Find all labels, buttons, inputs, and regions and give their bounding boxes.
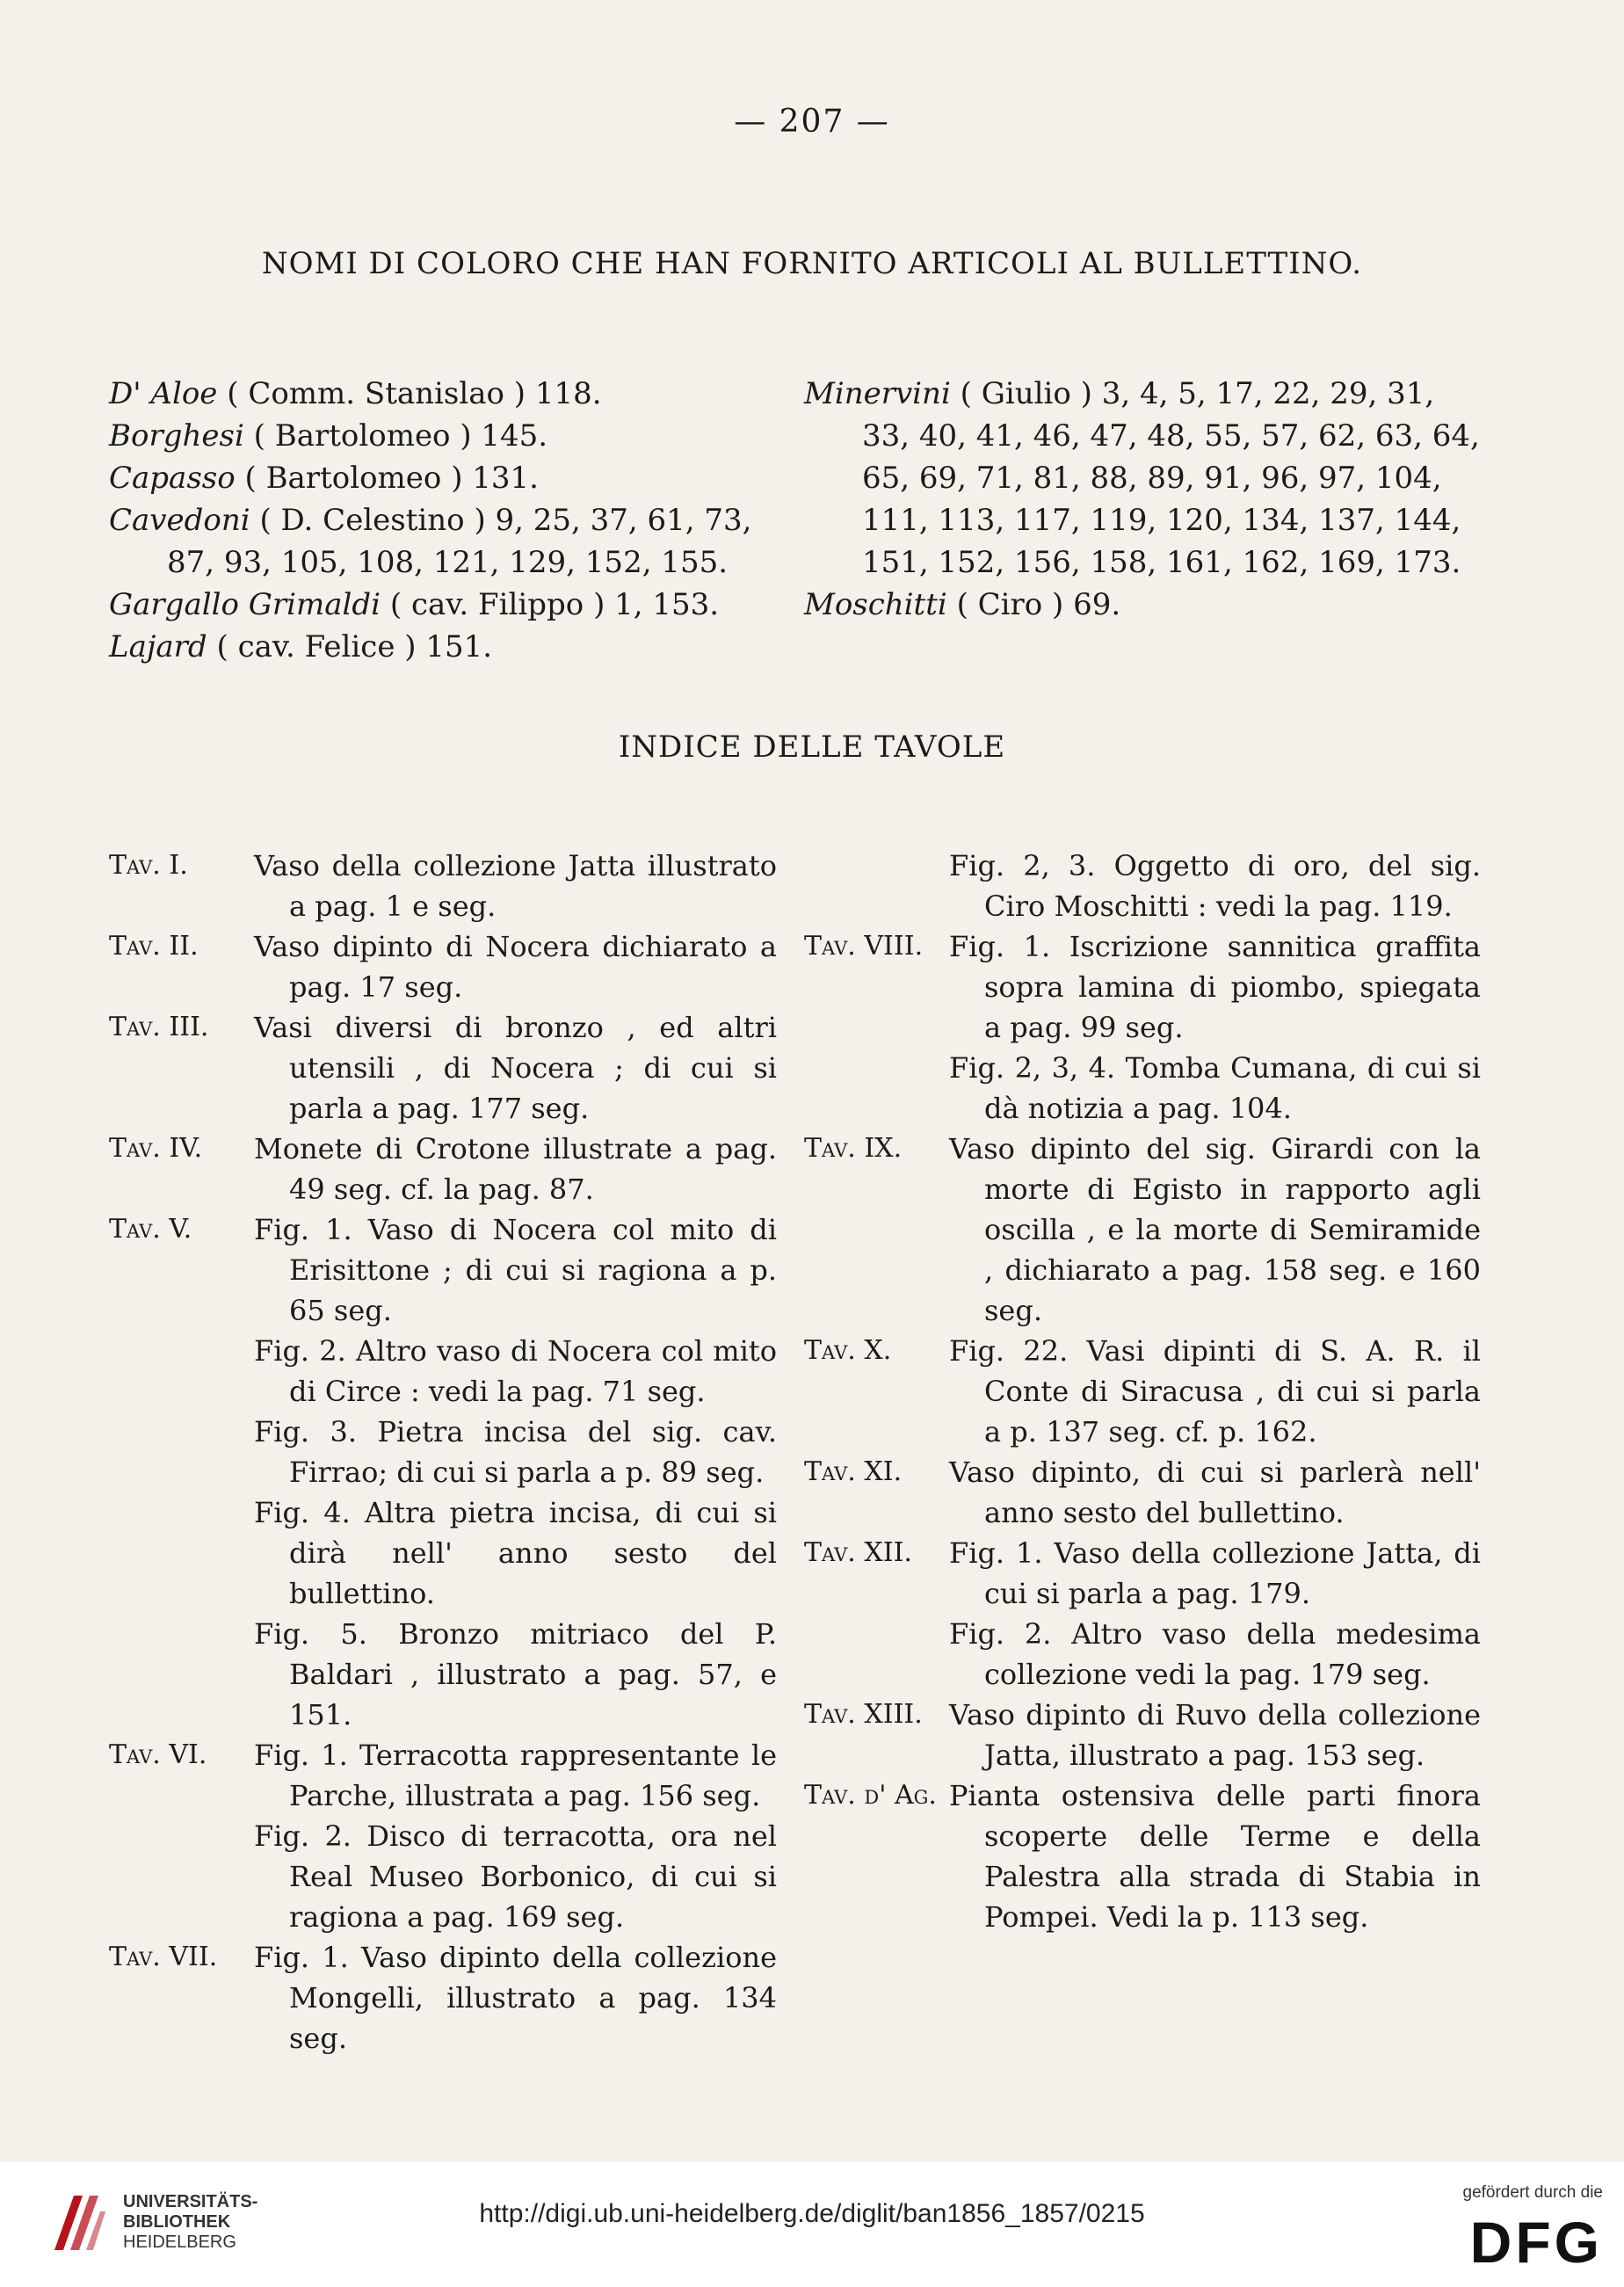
contributors-right-column (804, 373, 1481, 626)
contributor-articles: ( Ciro ) 69. (956, 587, 1121, 622)
plates-left-column (109, 846, 777, 2058)
contributor-entry (109, 584, 786, 626)
contributor-entry (109, 457, 786, 499)
plate-description: Fig. 2. Altro vaso della medesima collezione vedi la pag. 179 seg. (949, 1617, 1481, 1691)
contributor-name: Moschitti (804, 587, 947, 622)
contributor-articles: ( Comm. Stanislao ) 118. (227, 376, 602, 411)
plate-entry (109, 1129, 777, 1209)
page-number: — 207 — (734, 104, 890, 140)
plate-description: Fig. 2. Altro vaso di Nocera col mito di Circe : vedi la pag. 71 seg. (254, 1334, 777, 1408)
plate-description: Fig. 1. Vaso di Nocera col mito di Erisittone ; di cui si ragiona a p. 65 seg. (254, 1213, 777, 1327)
document-url-link[interactable]: http://digi.ub.uni-heidelberg.de/diglit/ban1856_1857/0215 (479, 2199, 1145, 2228)
contributor-name: Capasso (109, 461, 236, 496)
contributor-articles: ( cav. Filippo ) 1, 153. (389, 587, 720, 622)
plate-description: Fig. 2. Disco di terracotta, ora nel Real Museo Borbonico, di cui si ragiona a pag. 169 seg. (254, 1819, 777, 1934)
contributor-articles: ( cav. Felice ) 151. (216, 629, 493, 664)
plate-description: Fig. 1. Vaso della collezione Jatta, di cui si parla a pag. 179. (949, 1536, 1481, 1610)
contributor-name: Borghesi (109, 418, 244, 454)
plate-description: Fig. 4. Altra pietra incisa, di cui si dirà nell' anno sesto del bullettino. (254, 1496, 777, 1610)
plate-label: Tav. d' Ag. (804, 1780, 937, 1811)
contributor-name: Minervini (804, 376, 951, 411)
plate-label: Tav. V. (109, 1214, 192, 1245)
plate-entry (804, 1331, 1481, 1452)
plate-label: Tav. IX. (804, 1133, 903, 1164)
plate-entry (109, 846, 777, 926)
plate-label: Tav. XI. (804, 1456, 903, 1487)
plate-entry (109, 1209, 777, 1735)
contributor-entry (109, 626, 786, 668)
plate-description: Fig. 2, 3, 4. Tomba Cumana, di cui si dà notizia a pag. 104. (949, 1051, 1481, 1125)
contributor-name: Cavedoni (109, 503, 250, 538)
contributor-articles: ( Giulio ) 3, 4, 5, 17, 22, 29, 31, 33, 40, 41, 46, 47, 48, 55, 57, 62, 63, 64, 65, 69, 71, 81, 88, 89, 91, 96, 97, 104, 111, 113, 117, 119, 120, 134, 137, 144, 151, 152, 156, 158, 161, 162, 169, 173. (862, 376, 1480, 580)
plate-entry (109, 926, 777, 1007)
plate-description: Fig. 22. Vasi dipinti di S. A. R. il Conte di Siracusa , di cui si parla a p. 137 seg. cf. p. 162. (949, 1334, 1481, 1448)
plate-entry (804, 1129, 1481, 1331)
plate-entry (109, 1937, 777, 2058)
plate-entry (804, 926, 1481, 1129)
contributor-entry (109, 499, 786, 584)
plate-description: Vaso dipinto di Nocera dichiarato a pag. 17 seg. (254, 930, 777, 1004)
plates-right-column (804, 846, 1481, 1937)
plate-entry (804, 1533, 1481, 1695)
plate-entry (804, 1775, 1481, 1937)
contributor-articles: ( Bartolomeo ) 131. (244, 461, 539, 496)
contributor-entry (804, 373, 1481, 584)
library-line-1: UNIVERSITÄTS- (123, 2192, 258, 2211)
plate-description: Vaso della collezione Jatta illustrato a pag. 1 e seg. (254, 849, 777, 923)
plate-label: Tav. IV. (109, 1133, 203, 1164)
plate-description: Vaso dipinto, di cui si parlerà nell' anno sesto del bullettino. (949, 1456, 1481, 1529)
plate-entry (109, 1007, 777, 1129)
plate-label: Tav. VII. (109, 1942, 218, 1972)
plate-description: Vaso dipinto del sig. Girardi con la morte di Egisto in rapporto agli oscilla , e la morte di Semiramide , dichiarato a pag. 158 seg. e 160 seg. (949, 1132, 1481, 1327)
plate-label: Tav. VIII. (804, 931, 924, 962)
plate-description: Fig. 5. Bronzo mitriaco del P. Baldari , illustrato a pag. 57, e 151. (254, 1617, 777, 1732)
contributor-entry (109, 373, 786, 415)
library-line-2: BIBLIOTHEK (123, 2212, 231, 2232)
contributor-name: Lajard (109, 629, 207, 664)
plate-description: Monete di Crotone illustrate a pag. 49 seg. cf. la pag. 87. (254, 1132, 777, 1206)
contributor-articles: ( Bartolomeo ) 145. (253, 418, 548, 454)
plate-description: Fig. 1. Terracotta rappresentante le Parche, illustrata a pag. 156 seg. (254, 1739, 777, 1812)
plate-description: Vasi diversi di bronzo , ed altri utensili , di Nocera ; di cui si parla a pag. 177 seg. (254, 1011, 777, 1125)
plate-label: Tav. XII. (804, 1537, 912, 1568)
plate-description: Pianta ostensiva delle parti finora scoperte delle Terme e della Palestra alla strada di Stabia in Pompei. Vedi la p. 113 seg. (949, 1779, 1481, 1934)
viewer-footer (0, 2162, 1624, 2287)
plate-label: Tav. XIII. (804, 1699, 923, 1730)
plate-description: Fig. 1. Iscrizione sannitica graffita sopra lamina di piombo, spiegata a pag. 99 seg. (949, 930, 1481, 1044)
contributor-entry (804, 584, 1481, 626)
plate-entry (804, 1695, 1481, 1775)
plate-label: Tav. III. (109, 1012, 209, 1042)
plate-label: Tav. VI. (109, 1739, 207, 1770)
index-heading: INDICE DELLE TAVOLE (618, 730, 1006, 765)
plate-label: Tav. X. (804, 1335, 892, 1366)
plate-description: Vaso dipinto di Ruvo della collezione Jatta, illustrato a pag. 153 seg. (949, 1698, 1481, 1772)
contributor-articles: ( D. Celestino ) 9, 25, 37, 61, 73, 87, 93, 105, 108, 121, 129, 152, 155. (167, 503, 752, 580)
plate-entry (804, 846, 1481, 926)
contributor-entry (109, 415, 786, 457)
plate-label: Tav. II. (109, 931, 199, 962)
plate-description: Fig. 2, 3. Oggetto di oro, del sig. Ciro Moschitti : vedi la pag. 119. (949, 849, 1481, 923)
contributor-name: Gargallo Grimaldi (109, 587, 381, 622)
sponsor-label: gefördert durch die (1462, 2183, 1603, 2202)
plate-entry (109, 1735, 777, 1937)
plate-entry (804, 1452, 1481, 1533)
plate-description: Fig. 3. Pietra incisa del sig. cav. Firrao; di cui si parla a p. 89 seg. (254, 1415, 777, 1489)
plate-label: Tav. I. (109, 850, 188, 881)
contributors-heading: NOMI DI COLORO CHE HAN FORNITO ARTICOLI AL BULLETTINO. (261, 246, 1363, 281)
contributor-name: D' Aloe (109, 376, 218, 411)
library-line-3: HEIDELBERG (123, 2233, 236, 2252)
contributors-left-column (109, 373, 786, 668)
dfg-logo: DFG (1469, 2210, 1603, 2275)
plate-description: Fig. 1. Vaso dipinto della collezione Mongelli, illustrato a pag. 134 seg. (254, 1941, 777, 2055)
